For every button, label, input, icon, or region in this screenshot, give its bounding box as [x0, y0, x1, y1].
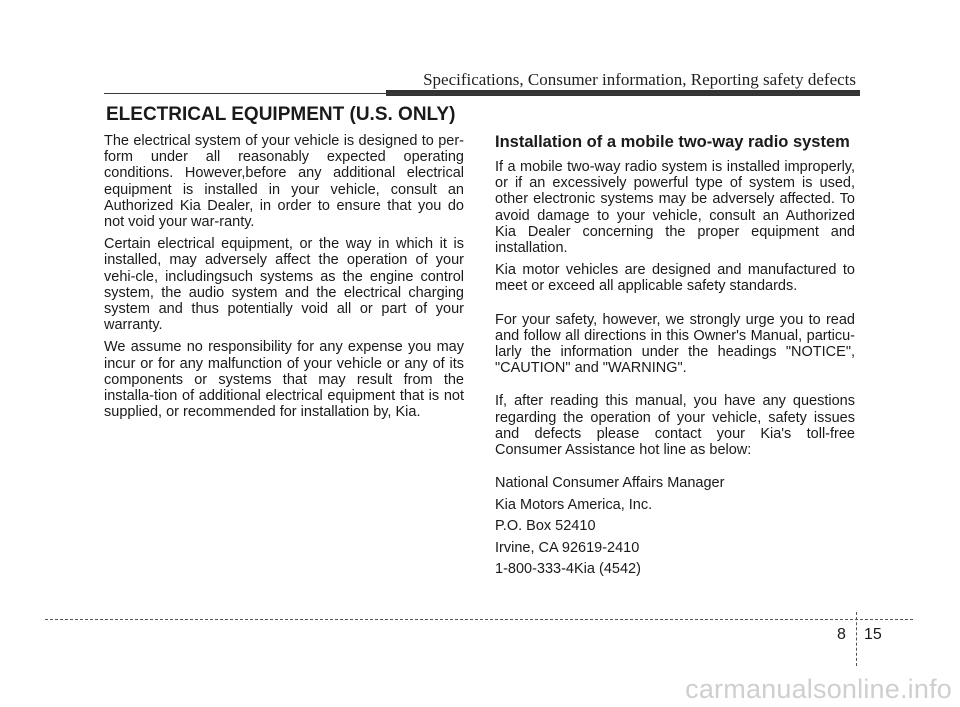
paragraph: If a mobile two-way radio system is installed improperly, or if an excessively powerful type of system is used, other electronic systems may be adversely affected. To avoid damage to your vehicle, consult an Authorized Kia Dealer concerning the proper equipment and installation. — [495, 159, 855, 257]
paragraph: For your safety, however, we strongly urge you to read and follow all directions in this Owner's Manual, particu-larly the information under the headings "NOTICE", "CAUTION" and "WARNING". — [495, 311, 855, 377]
page-header-title: Specifications, Consumer information, Reporting safety defects — [423, 70, 856, 89]
page-number: 15 — [864, 626, 882, 643]
address-line: National Consumer Affairs Manager — [495, 475, 725, 492]
address-line: Kia Motors America, Inc. — [495, 496, 653, 513]
paragraph: We assume no responsibility for any expense you may incur or for any malfunction of your vehicle or any of its components or systems that may result from the installa-tion of additional electrical equipment that is not supplied, or recommended for installation by, Kia. — [104, 339, 464, 421]
subsection-title: Installation of a mobile two-way radio system — [495, 133, 850, 151]
paragraph: If, after reading this manual, you have any questions regarding the operation of your vehicle, safety issues and defects please contact your Kia's toll-free Consumer Assistance hot line as below: — [495, 393, 855, 459]
paragraph: Kia motor vehicles are designed and manufactured to meet or exceed all applicable safety standards. — [495, 262, 855, 295]
address-line: 1-800-333-4Kia (4542) — [495, 561, 641, 578]
right-column — [495, 133, 855, 583]
address-line: P.O. Box 52410 — [495, 518, 596, 535]
paragraph: The electrical system of your vehicle is designed to per-form under all reasonably expected operating conditions. However,before any additional electrical equipment is installed in your vehicle, consult an Authorized Kia Dealer, in order to ensure that you do not void your war-ranty. — [104, 133, 464, 231]
footer-divider — [45, 619, 913, 620]
address-line: Irvine, CA 92619-2410 — [495, 539, 640, 556]
section-title: ELECTRICAL EQUIPMENT (U.S. ONLY) — [106, 104, 456, 125]
watermark: carmanualsonline.info — [685, 674, 952, 704]
paragraph: Certain electrical equipment, or the way in which it is installed, may adversely affect the operation of your vehi-cle, includingsuch systems as the engine control system, the audio system and the electrical charging system and thus potentially void all or part of your warranty. — [104, 236, 464, 334]
header-rule — [104, 93, 860, 94]
contact-address — [495, 475, 855, 578]
page-number-divider — [856, 612, 857, 666]
chapter-number: 8 — [837, 626, 846, 643]
left-column — [104, 133, 464, 426]
